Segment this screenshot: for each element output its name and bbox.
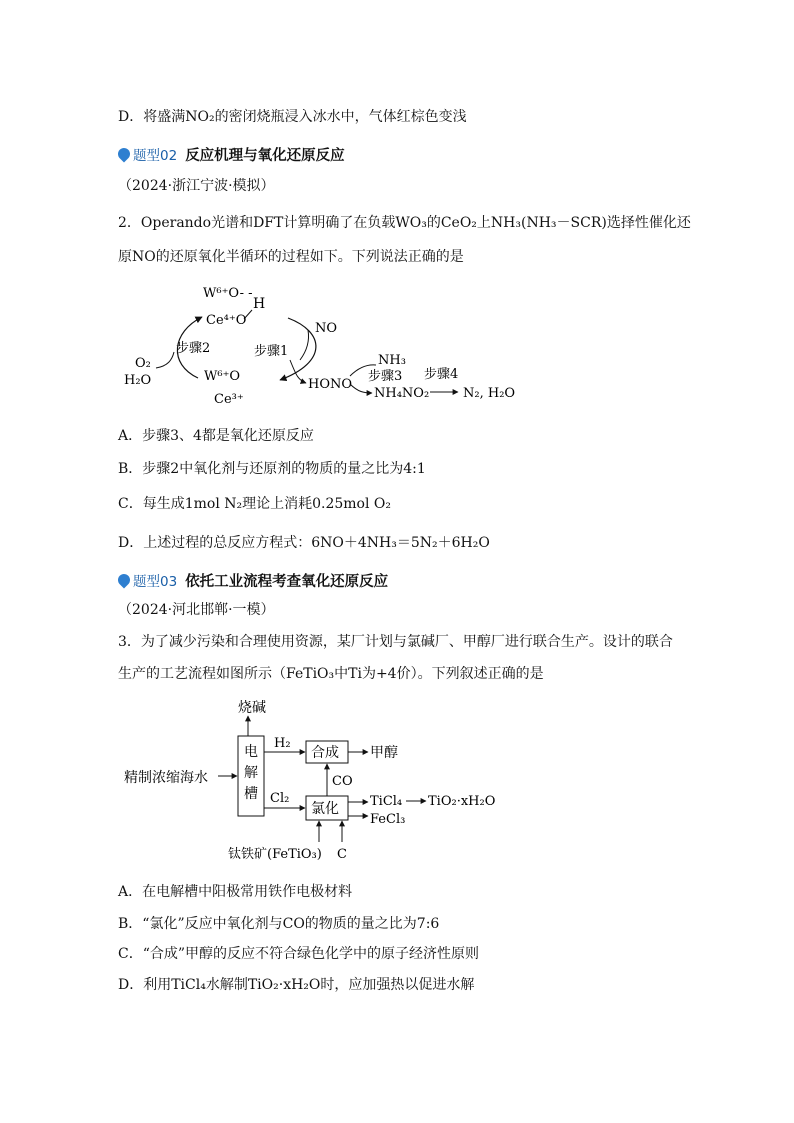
section-tag: 题型02 — [133, 148, 178, 164]
q1-option-d: D．将盛满NO₂的密闭烧瓶浸入冰水中，气体红棕色变浅 — [118, 109, 467, 125]
carbon-label: C — [337, 847, 347, 862]
q3-option-b: B．“氯化”反应中氧化剂与CO的物质的量之比为7:6 — [118, 916, 440, 932]
section-source: （2024·河北邯郸·一模） — [118, 602, 275, 618]
o2-input-curve — [156, 352, 174, 368]
step3-label: 步骤3 — [368, 369, 403, 384]
hydrogen-label: H — [253, 296, 266, 312]
step3-arrow — [350, 384, 372, 393]
q3-option-a: A．在电解槽中阳极常用铁作电极材料 — [118, 884, 353, 900]
h2-label: H₂ — [274, 736, 291, 751]
ilmenite-label: 钛铁矿(FeTiO₃) — [228, 847, 322, 862]
q2-stem-line2: 原NO的还原氧化半循环的过程如下。下列说法正确的是 — [118, 249, 464, 265]
ce3-label: Ce³⁺ — [214, 392, 244, 407]
section-source: （2024·浙江宁波·模拟） — [118, 178, 275, 194]
section-title: 反应机理与氧化还原反应 — [185, 146, 345, 164]
q2-stem-line1: 2．Operando光谱和DFT计算明确了在负载WO₃的CeO₂上NH₃(NH₃－SCR)选择性催化还 — [118, 215, 691, 231]
q2-option-a: A．步骤3、4都是氧化还原反应 — [118, 428, 314, 444]
seawater-label: 精制浓缩海水 — [124, 770, 208, 786]
q3-stem-line2: 生产的工艺流程如图所示（FeTiO₃中Ti为+4价）。下列叙述正确的是 — [118, 666, 544, 682]
location-pin-icon — [116, 572, 133, 589]
reaction-mechanism-diagram — [110, 280, 530, 410]
q2-option-b: B．步骤2中氧化剂与还原剂的物质的量之比为4:1 — [118, 461, 426, 477]
section-tag: 题型03 — [133, 574, 178, 590]
nh4no2-label: NH₄NO₂ — [374, 386, 430, 401]
cell-char-3: 槽 — [244, 786, 258, 802]
caustic-soda-label: 烧碱 — [238, 700, 266, 716]
q3-stem-line1: 3．为了减少污染和合理使用资源，某厂计划与氯碱厂、甲醇厂进行联合生产。设计的联合 — [118, 634, 673, 650]
cell-char-2: 解 — [244, 765, 258, 781]
no-label: NO — [315, 321, 338, 336]
step4-label: 步骤4 — [424, 367, 459, 382]
nh3-label: NH₃ — [378, 353, 406, 368]
w6-o-bottom-label: W⁶⁺O — [204, 369, 241, 384]
section-heading-02 — [118, 144, 345, 164]
methanol-label: 甲醇 — [370, 745, 398, 761]
ticl4-label: TiCl₄ — [370, 794, 403, 809]
q2-option-c: C．每生成1mol N₂理论上消耗0.25mol O₂ — [118, 496, 392, 512]
step2-label: 步骤2 — [176, 341, 211, 356]
location-pin-icon — [116, 146, 133, 163]
tio2-label: TiO₂·xH₂O — [428, 794, 496, 809]
cell-char-1: 电 — [244, 744, 258, 760]
chlorination-label: 氯化 — [311, 801, 339, 817]
cl2-label: Cl₂ — [270, 791, 290, 806]
synthesis-label: 合成 — [311, 745, 339, 761]
q2-option-d: D．上述过程的总反应方程式：6NO＋4NH₃＝5N₂＋6H₂O — [118, 535, 490, 551]
process-flow-diagram — [110, 690, 530, 870]
hono-label: HONO — [308, 377, 353, 392]
step1-label: 步骤1 — [254, 344, 289, 359]
section-heading-03 — [118, 570, 388, 590]
section-title: 依托工业流程考查氧化还原反应 — [185, 572, 389, 590]
no-input-curve — [300, 330, 309, 360]
h2o-label: H₂O — [124, 373, 152, 388]
q3-option-d: D．利用TiCl₄水解制TiO₂·xH₂O时，应加强热以促进水解 — [118, 977, 475, 993]
o2-label: O₂ — [135, 356, 151, 371]
ce4-o-label: Ce⁴⁺O — [206, 313, 247, 328]
q3-option-c: C．“合成”甲醇的反应不符合绿色化学中的原子经济性原则 — [118, 946, 480, 962]
fecl3-label: FeCl₃ — [370, 812, 406, 827]
w6-o-top-label: W⁶⁺O- - — [203, 286, 253, 301]
products-label: N₂, H₂O — [463, 386, 516, 401]
co-label: CO — [332, 774, 353, 789]
